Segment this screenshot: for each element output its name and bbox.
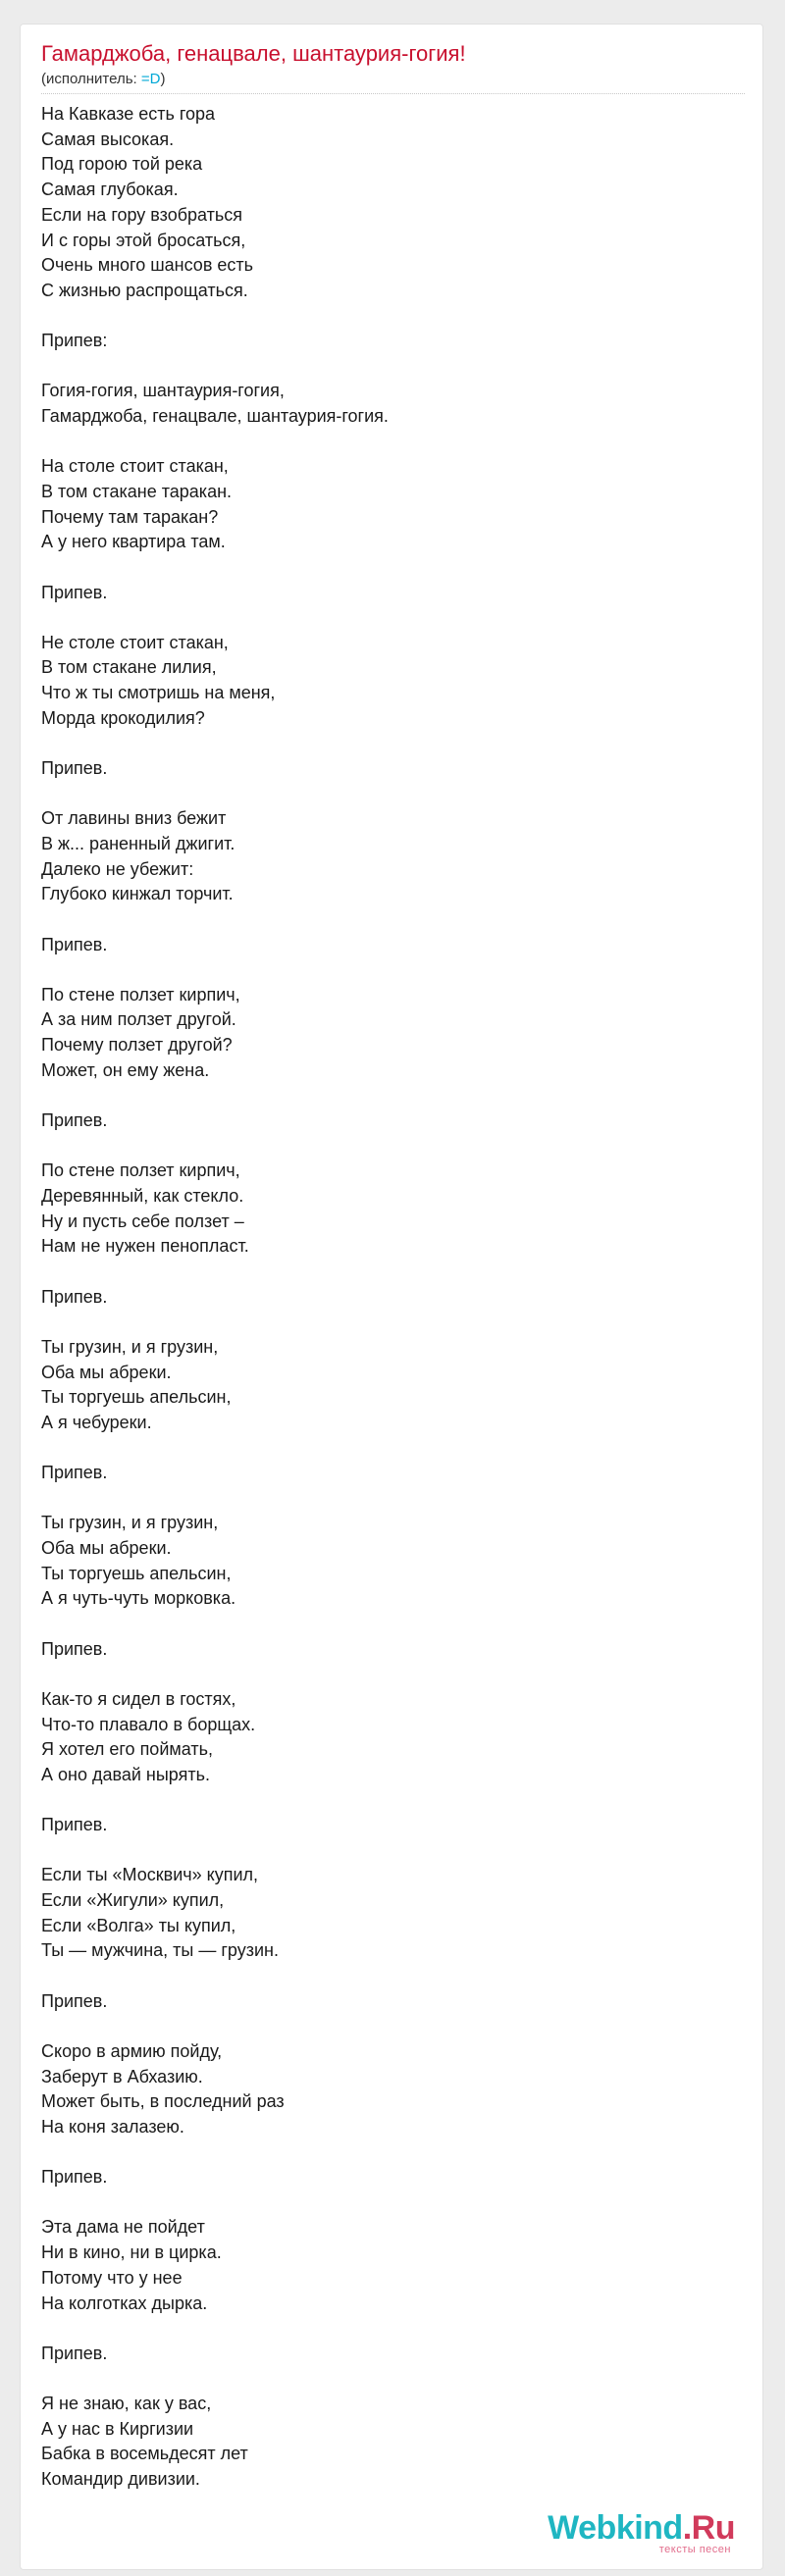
lyric-line: Припев. (41, 1110, 108, 1131)
lyric-line: Припев. (41, 1815, 108, 1835)
lyric-line: Припев. (41, 2167, 108, 2188)
lyric-line: Самая глубокая. (41, 180, 179, 200)
lyrics-body (41, 102, 728, 2517)
lyric-line: Почему ползет другой? (41, 1035, 233, 1056)
lyric-line: Припев. (41, 582, 108, 602)
lyric-line: Ты грузин, и я грузин, (41, 1513, 219, 1533)
lyric-line: Потому что у нее (41, 2267, 183, 2288)
lyrics-stanza (41, 1511, 728, 1612)
lyric-line: А за ним ползет другой. (41, 1009, 236, 1030)
lyrics-stanza (41, 454, 728, 555)
lyric-line: По стене ползет кирпич, (41, 984, 240, 1005)
lyrics-stanza (41, 2215, 728, 2316)
lyric-line: В ж... раненный джигит. (41, 833, 236, 853)
lyric-line: Как-то я сидел в гостях, (41, 1688, 236, 1709)
lyrics-stanza (41, 581, 728, 606)
logo-tagline: тексты песен (658, 2544, 731, 2555)
lyrics-stanza (41, 1159, 728, 1260)
lyric-line: Если на гору взобраться (41, 204, 243, 225)
lyric-line: Припев. (41, 758, 108, 779)
lyrics-stanza (41, 1637, 728, 1663)
lyric-line: Командир дивизии. (41, 2469, 200, 2490)
lyrics-stanza (41, 2392, 728, 2493)
logo-kind: kind (615, 2509, 683, 2547)
lyric-line: Припев. (41, 1990, 108, 2011)
lyric-line: А я чебуреки. (41, 1412, 152, 1432)
lyric-line: Самая высокая. (41, 129, 175, 149)
lyric-line: На Кавказе есть гора (41, 104, 216, 124)
lyric-line: Под горою той река (41, 154, 203, 175)
lyric-line: Может, он ему жена. (41, 1059, 210, 1080)
lyric-line: А оно давай нырять. (41, 1764, 210, 1784)
lyric-line: А я чуть-чуть морковка. (41, 1588, 236, 1609)
lyric-line: Морда крокодилия? (41, 707, 205, 728)
lyrics-stanza (41, 756, 728, 782)
lyric-line: Ты торгуешь апельсин, (41, 1387, 232, 1408)
lyric-line: Заберут в Абхазию. (41, 2066, 203, 2087)
lyrics-stanza (41, 1285, 728, 1311)
lyric-line: Ты грузин, и я грузин, (41, 1336, 219, 1357)
lyric-line: Я хотел его поймать, (41, 1739, 213, 1760)
lyrics-stanza (41, 329, 728, 354)
lyric-line: Если «Волга» ты купил, (41, 1915, 236, 1935)
lyric-line: Деревянный, как стекло. (41, 1186, 244, 1206)
lyric-line: Припев. (41, 2343, 108, 2363)
lyric-line: Нам не нужен пенопласт. (41, 1236, 249, 1257)
lyric-line: По стене ползет кирпич, (41, 1160, 240, 1181)
lyric-line: Я не знаю, как у вас, (41, 2393, 212, 2413)
lyric-line: Эта дама не пойдет (41, 2217, 205, 2238)
webkind-logo[interactable] (548, 2510, 735, 2555)
lyrics-stanza (41, 933, 728, 958)
lyric-line: Если ты «Москвич» купил, (41, 1865, 259, 1885)
song-title: Гамарджоба, генацвале, шантаурия-гогия! (41, 41, 466, 66)
lyrics-stanza (41, 983, 728, 1084)
lyrics-stanza (41, 2342, 728, 2367)
lyric-line: Ни в кино, ни в цирка. (41, 2242, 222, 2263)
lyrics-stanza (41, 1687, 728, 1788)
lyric-line: Ты — мужчина, ты — грузин. (41, 1940, 279, 1961)
lyric-line: Что-то плавало в борщах. (41, 1714, 256, 1734)
lyrics-stanza (41, 2165, 728, 2190)
lyrics-stanza (41, 631, 728, 732)
lyric-line: Оба мы абреки. (41, 1538, 172, 1559)
logo-wordmark (548, 2510, 735, 2546)
artist-close-paren: ) (160, 71, 166, 87)
artist-link[interactable]: =D (140, 71, 161, 87)
lyrics-stanza (41, 1863, 728, 1964)
title-divider (41, 93, 745, 94)
lyric-line: Оба мы абреки. (41, 1362, 172, 1382)
lyric-line: А у него квартира там. (41, 532, 226, 552)
lyric-line: С жизнью распрощаться. (41, 280, 248, 300)
lyric-line: Гогия-гогия, шантаурия-гогия, (41, 381, 285, 401)
lyric-line: Почему там таракан? (41, 506, 219, 527)
lyrics-stanza (41, 379, 728, 429)
lyrics-card (20, 24, 763, 2570)
lyric-line: А у нас в Киргизии (41, 2418, 194, 2439)
lyrics-stanza (41, 1335, 728, 1436)
lyric-line: Далеко не убежит: (41, 858, 194, 879)
lyric-line: Припев. (41, 1463, 108, 1483)
lyrics-stanza (41, 806, 728, 907)
artist-line (41, 71, 165, 88)
lyrics-stanza (41, 2039, 728, 2140)
lyrics-stanza (41, 1989, 728, 2015)
lyric-line: Глубоко кинжал торчит. (41, 884, 234, 904)
lyric-line: Припев. (41, 934, 108, 954)
lyrics-stanza (41, 1461, 728, 1486)
lyric-line: Гамарджоба, генацвале, шантаурия-гогия. (41, 406, 389, 427)
lyric-line: Бабка в восемьдесят лет (41, 2444, 248, 2464)
lyric-line: Припев. (41, 1638, 108, 1659)
lyric-line: Скоро в армию пойду, (41, 2040, 223, 2061)
lyric-line: В том стакане лилия, (41, 657, 217, 678)
artist-label: (исполнитель: (41, 71, 141, 87)
lyric-line: Припев. (41, 1286, 108, 1307)
lyric-line: Может быть, в последний раз (41, 2091, 285, 2112)
lyric-line: Ты торгуешь апельсин, (41, 1563, 232, 1583)
lyric-line: Не столе стоит стакан, (41, 632, 229, 652)
lyric-line: В том стакане таракан. (41, 481, 233, 501)
lyric-line: Очень много шансов есть (41, 255, 254, 276)
lyric-line: Если «Жигули» купил, (41, 1890, 225, 1911)
lyric-line: Что ж ты смотришь на меня, (41, 683, 276, 703)
lyric-line: От лавины вниз бежит (41, 808, 227, 829)
lyric-line: На столе стоит стакан, (41, 456, 229, 477)
lyric-line: На коня залазею. (41, 2116, 184, 2137)
lyric-line: Припев: (41, 331, 108, 351)
lyric-line: На колготках дырка. (41, 2293, 208, 2313)
logo-tld: .Ru (682, 2509, 735, 2547)
lyric-line: И с горы этой бросаться, (41, 230, 246, 250)
logo-web: Web (548, 2509, 616, 2547)
lyrics-stanza (41, 1813, 728, 1838)
lyrics-stanza (41, 102, 728, 304)
lyric-line: Ну и пусть себе ползет – (41, 1211, 244, 1231)
lyrics-stanza (41, 1108, 728, 1134)
